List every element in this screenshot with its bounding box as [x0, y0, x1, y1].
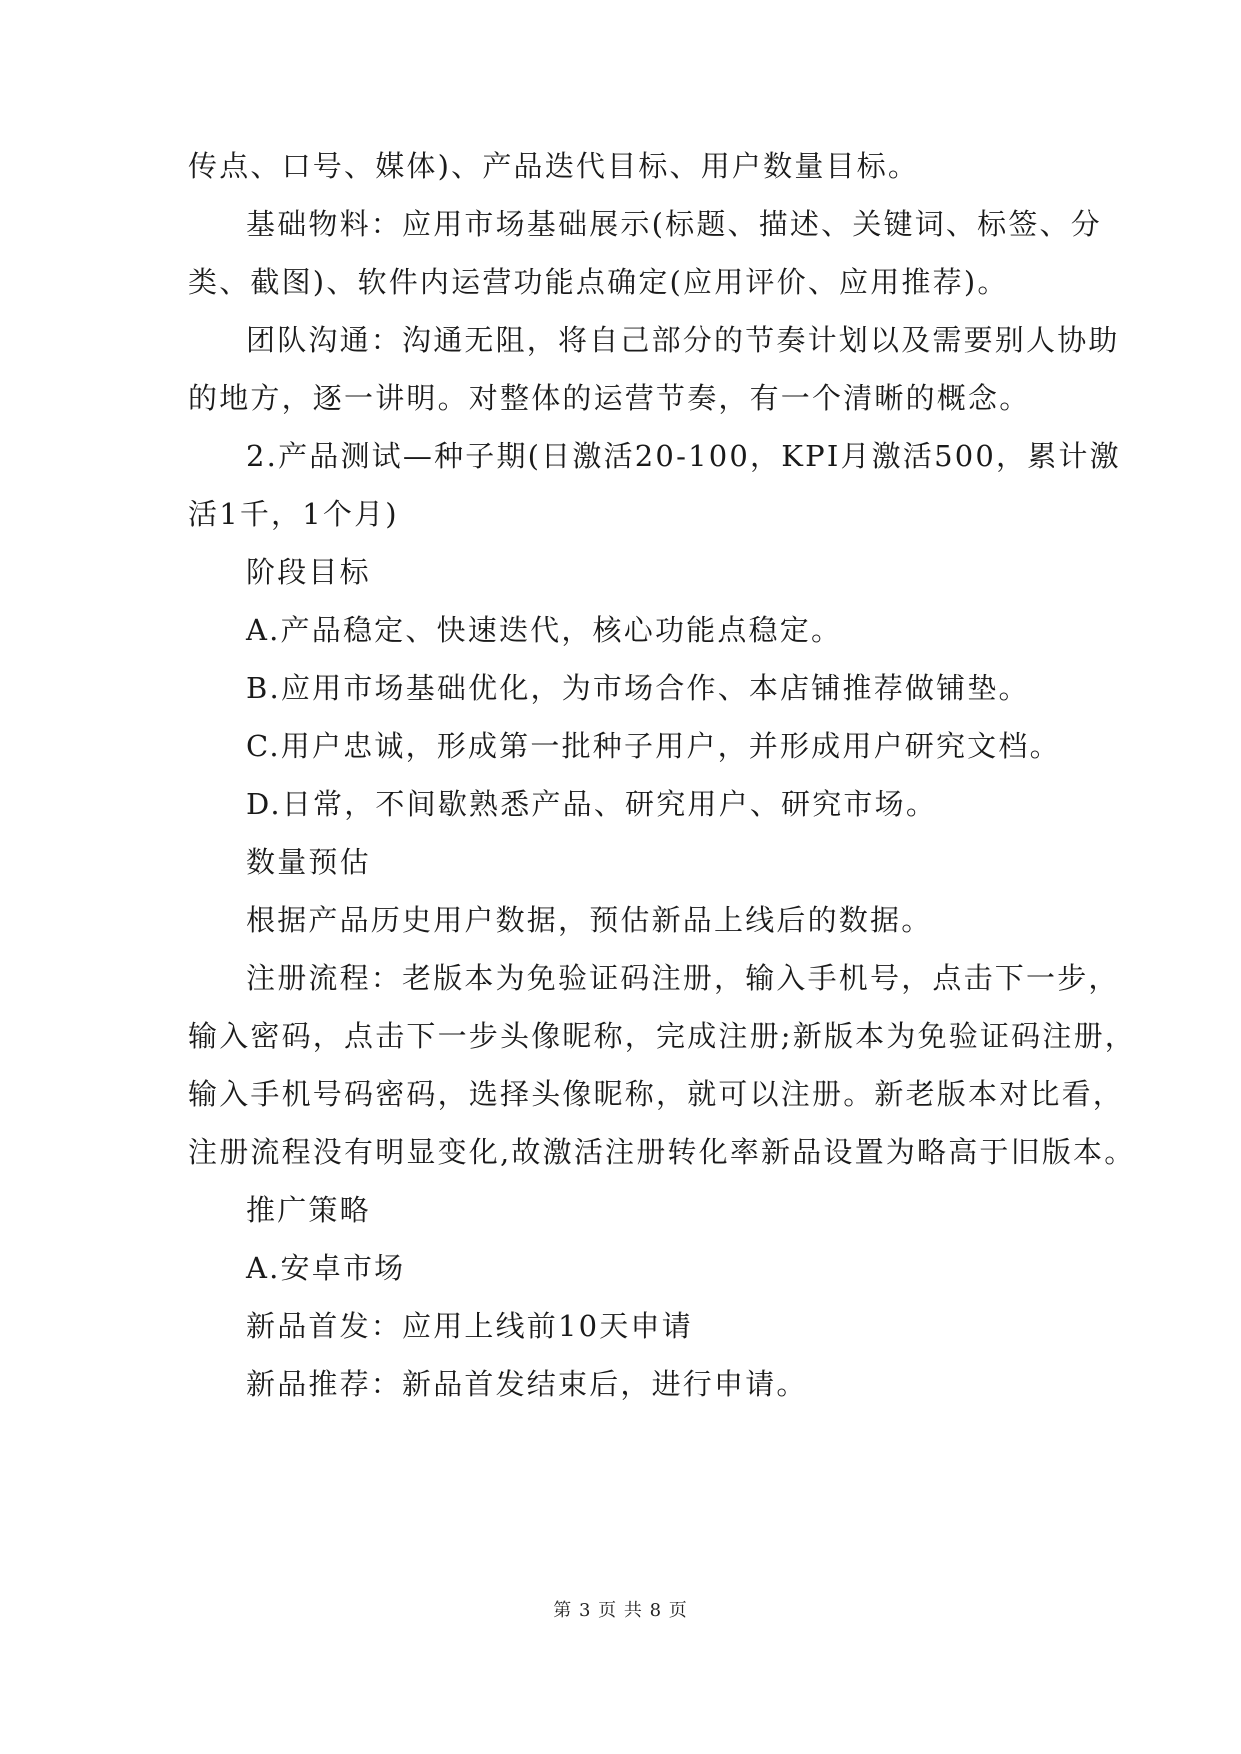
- text-line: 新品推荐：新品首发结束后，进行申请。: [246, 1367, 808, 1401]
- text-line: 输入密码，点击下一步头像昵称，完成注册;新版本为免验证码注册，: [188, 1019, 1136, 1053]
- text-line: 根据产品历史用户数据，预估新品上线后的数据。: [246, 903, 933, 937]
- text-line: 类、截图)、软件内运营功能点确定(应用评价、应用推荐)。: [188, 265, 1009, 299]
- text-line: 注册流程：老版本为免验证码注册，输入手机号，点击下一步，: [246, 961, 1120, 995]
- text-line: 2.产品测试—种子期(日激活20-100，KPI月激活500，累计激: [246, 439, 1121, 473]
- text-line: 新品首发：应用上线前10天申请: [246, 1309, 693, 1343]
- text-line: 注册流程没有明显变化,故激活注册转化率新品设置为略高于旧版本。: [188, 1135, 1136, 1169]
- section-heading: 推广策略: [246, 1193, 371, 1227]
- text-line: A.安卓市场: [246, 1251, 406, 1285]
- text-line: 基础物料：应用市场基础展示(标题、描述、关键词、标签、分: [246, 207, 1102, 241]
- text-line: D.日常，不间歇熟悉产品、研究用户、研究市场。: [246, 787, 938, 821]
- text-line: 的地方，逐一讲明。对整体的运营节奏，有一个清晰的概念。: [188, 381, 1031, 415]
- text-line: 活1千，1个月): [188, 497, 399, 531]
- text-line: B.应用市场基础优化，为市场合作、本店铺推荐做铺垫。: [246, 671, 1030, 705]
- page-number-footer: 第 3 页 共 8 页: [553, 1600, 688, 1621]
- text-line: 输入手机号码密码，选择头像昵称，就可以注册。新老版本对比看，: [188, 1077, 1125, 1111]
- text-line: 团队沟通：沟通无阻，将自己部分的节奏计划以及需要别人协助: [246, 323, 1120, 357]
- text-line: 传点、口号、媒体)、产品迭代目标、用户数量目标。: [188, 149, 920, 183]
- text-line: C.用户忠诚，形成第一批种子用户，并形成用户研究文档。: [246, 729, 1061, 763]
- text-line: A.产品稳定、快速迭代，核心功能点稳定。: [246, 613, 843, 647]
- section-heading: 数量预估: [246, 845, 371, 879]
- section-heading: 阶段目标: [246, 555, 371, 589]
